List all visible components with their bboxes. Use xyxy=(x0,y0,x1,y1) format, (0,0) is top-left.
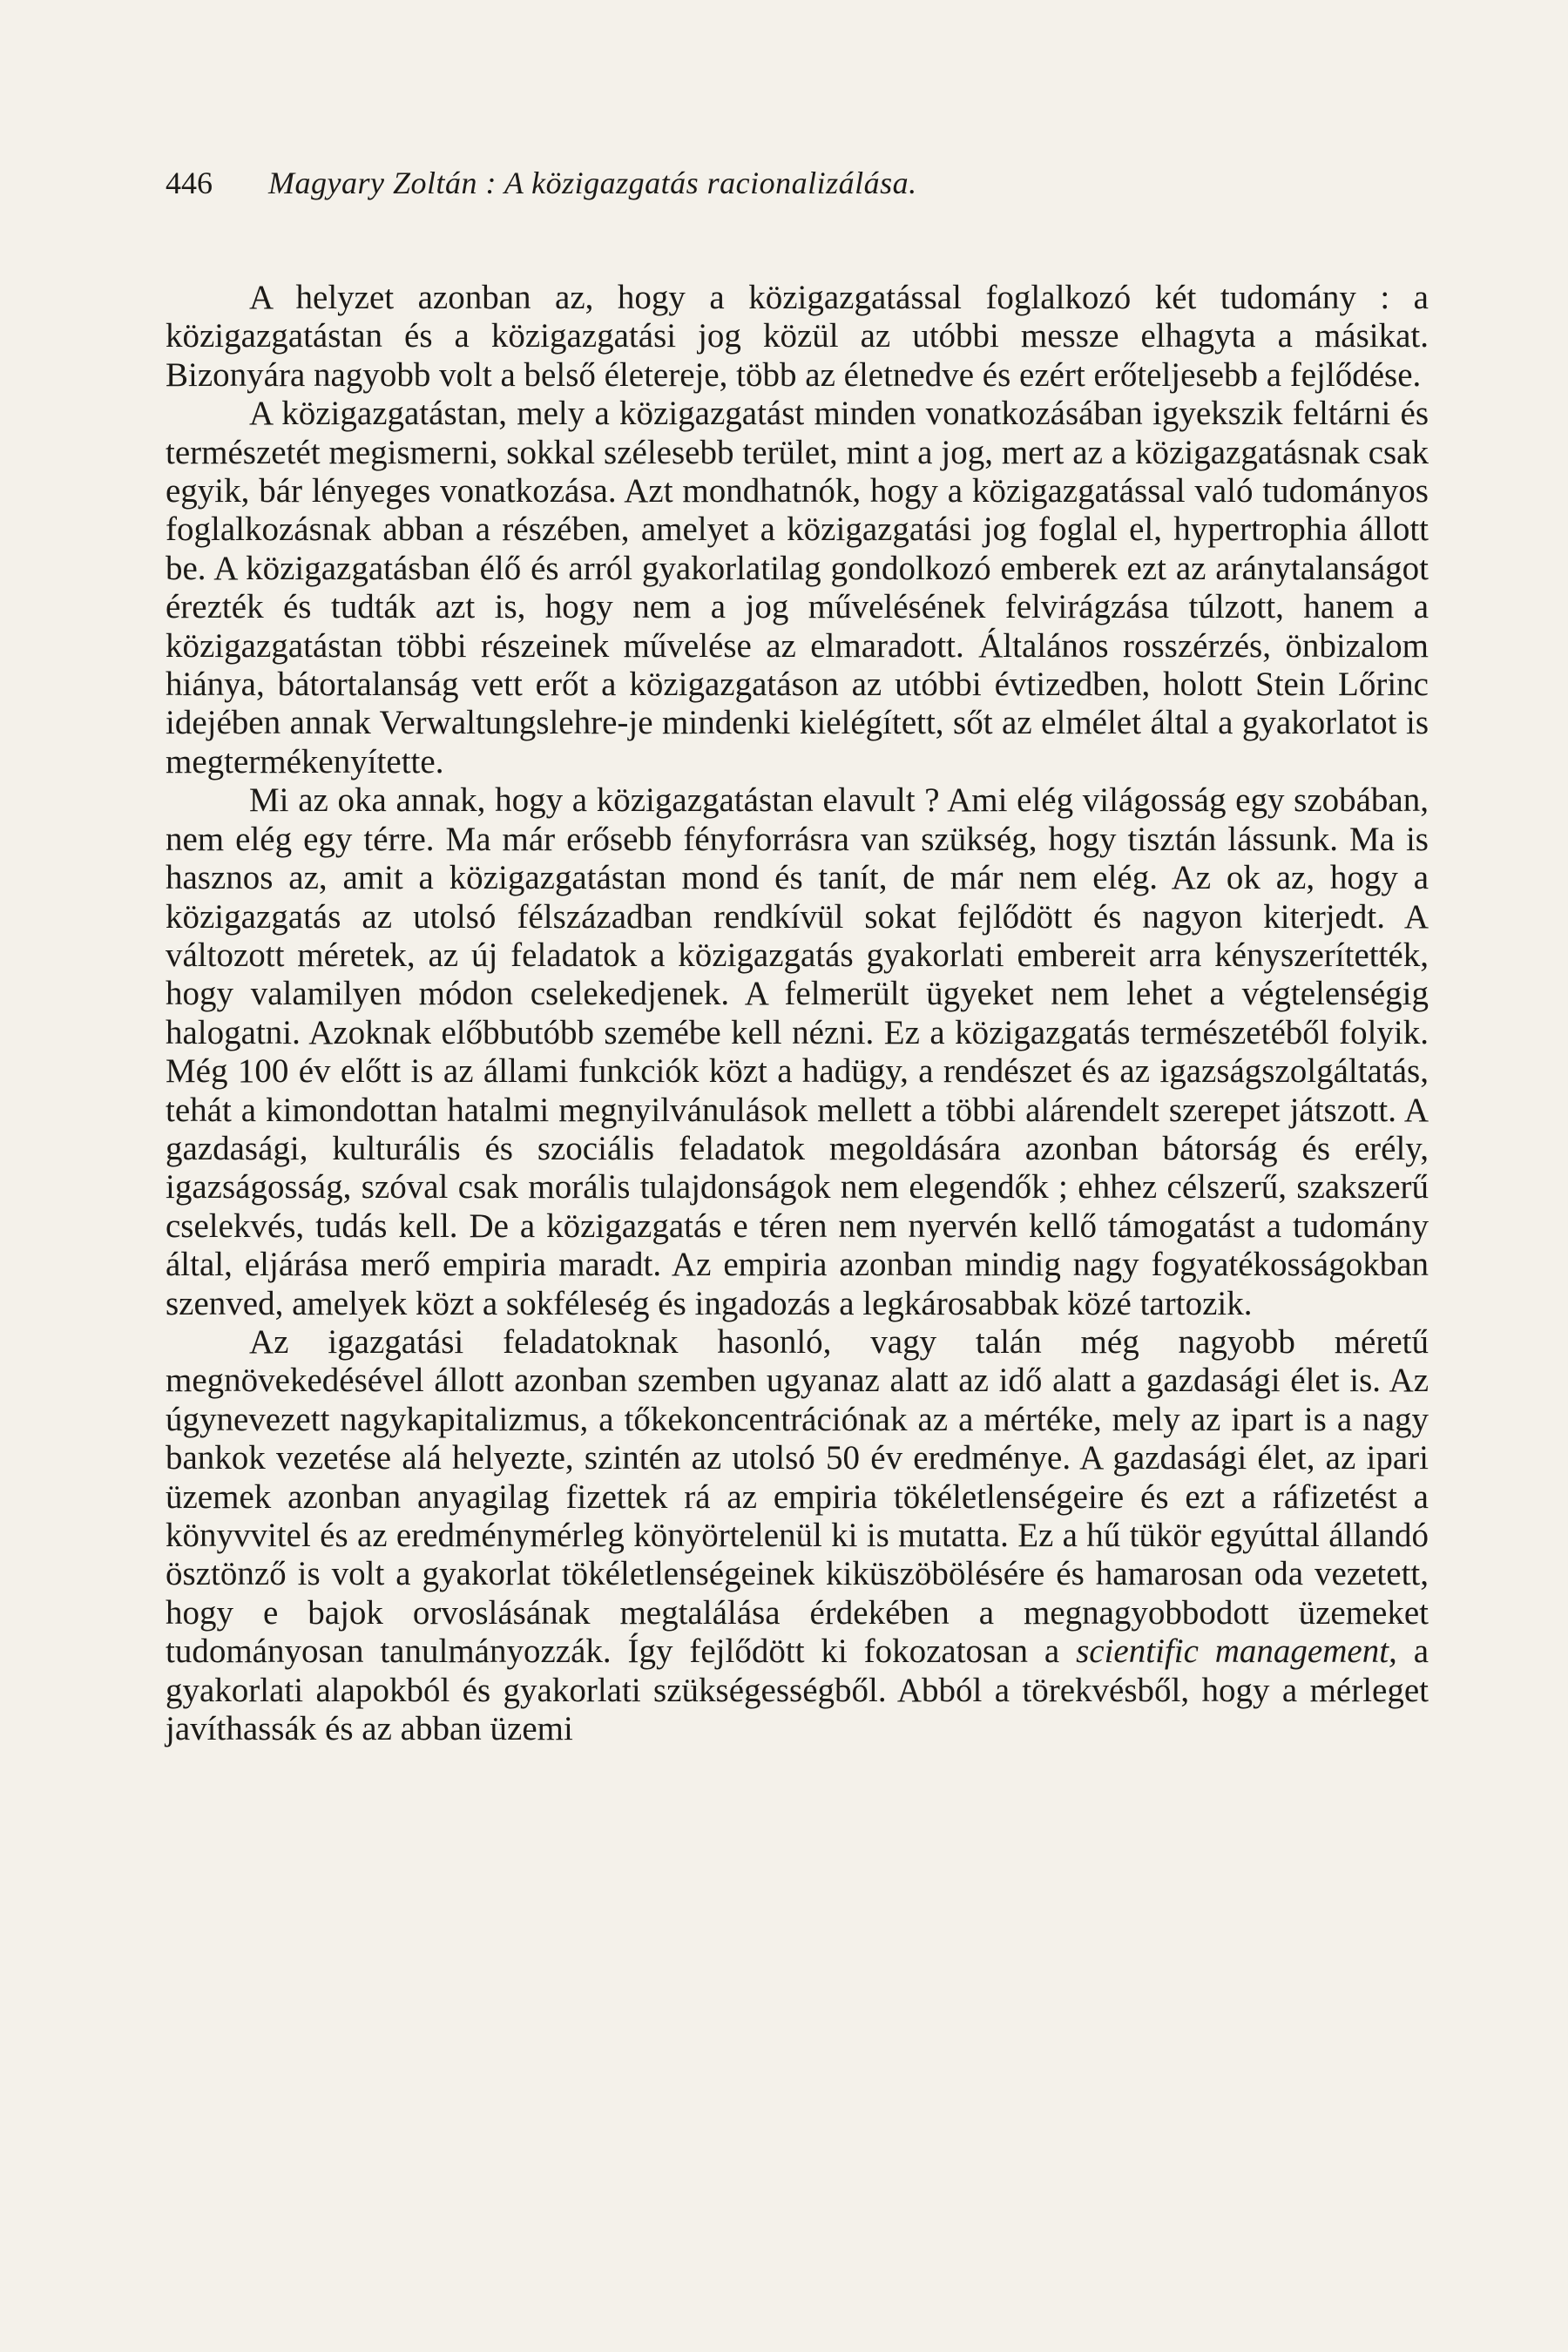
running-header-title: Magyary Zoltán : A közigazgatás racionalizálása. xyxy=(268,166,917,200)
paragraph-4 xyxy=(166,1323,1429,1748)
paragraph-4-text-start: Az igazgatási feladatoknak hasonló, vagy talán még nagyobb méretű megnövekedésével állott azonban szemben ugyanaz alatt az idő alatt a gazdasági élet is. Az úgynevezett nagykapitalizmus, a tőkekoncentrációnak az a mértéke, mely az ipart is a nagy bankok vezetése alá helyezte, szintén az utolsó 50 év eredménye. A gazdasági élet, az ipari üzemek azonban anyagilag fizettek rá az empiria tökéletlenségeire és ezt a ráfizetést a könyvvitel és az eredménymérleg könyörtelenül ki is mutatta. Ez a hű tükör egyúttal állandó ösztönző is volt a gyakorlat tökéletlenségeinek kiküszöbölésére és hamarosan oda vezetett, hogy e bajok orvoslásának megtalálása érdekében a megnagyobbodott üzemeket tudományosan tanulmányozzák. Így fejlődött ki fokozatosan a xyxy=(166,1322,1429,1671)
paragraph-2: A közigazgatástan, mely a közigazgatást minden vonatkozásában igyekszik feltárni és természetét megismerni, sokkal szélesebb terület, mint a jog, mert az a közigazgatásnak csak egyik, bár lényeges vonatkozása. Azt mondhatnók, hogy a közigazgatással való tudományos foglalkozásnak abban a részében, amelyet a közigazgatási jog foglal el, hypertrophia állott be. A közigazgatásban élő és arról gyakorlatilag gondolkozó emberek ezt az aránytalanságot érezték és tudták azt is, hogy nem a jog művelésének felvirágzása túlzott, hanem a közigazgatástan többi részeinek művelése az elmaradott. Általános rosszérzés, önbizalom hiánya, bátortalanság vett erőt a közigazgatáson az utóbbi évtizedben, holott Stein Lőrinc idejében annak Verwaltungslehre-je mindenki kielégített, sőt az elmélet által a gyakorlatot is megtermékenyítette. xyxy=(166,395,1429,781)
scientific-management-term: scientific management, xyxy=(1076,1632,1397,1671)
page-number: 446 xyxy=(166,166,213,200)
paragraph-4-text-end: a gyakorlati alapokból és gyakorlati szükségességből. Abból a törekvésből, hogy a mérleget javíthassák és az abban üzemi xyxy=(166,1632,1429,1748)
running-header xyxy=(166,157,1429,209)
paragraph-3: Mi az oka annak, hogy a közigazgatástan elavult ? Ami elég világosság egy szobában, nem elég egy térre. Ma már erősebb fényforrásra van szükség, hogy tisztán lássunk. Ma is hasznos az, amit a közigazgatástan mond és tanít, de már nem elég. Az ok az, hogy a közigazgatás az utolsó félszázadban rendkívül sokat fejlődött és nagyon kiterjedt. A változott méretek, az új feladatok a közigazgatás gyakorlati embereit arra kényszerítették, hogy valamilyen módon cselekedjenek. A felmerült ügyeket nem lehet a végtelenségig halogatni. Azoknak előbbutóbb szemébe kell nézni. Ez a közigazgatás természetéből folyik. Még 100 év előtt is az állami funkciók közt a hadügy, a rendészet és az igazságszolgáltatás, tehát a kimondottan hatalmi megnyilvánulások mellett a többi alárendelt szerepet játszott. A gazdasági, kulturális és szociális feladatok megoldására azonban bátorság és erély, igazságosság, szóval csak morális tulajdonságok nem elegendők ; ehhez célszerű, szakszerű cselekvés, tudás kell. De a közigazgatás e téren nem nyervén kellő támogatást a tudomány által, eljárása merő empiria maradt. Az empiria azonban mindig nagy fogyatékosságokban szenved, amelyek közt a sokféleség és ingadozás a legkárosabbak közé tartozik. xyxy=(166,781,1429,1322)
paragraph-1: A helyzet azonban az, hogy a közigazgatással foglalkozó két tudomány : a közigazgatástan és a közigazgatási jog közül az utóbbi messze elhagyta a másikat. Bizonyára nagyobb volt a belső életereje, több az életnedve és ezért erőteljesebb a fejlődése. xyxy=(166,279,1429,394)
body-text xyxy=(166,279,1429,1748)
